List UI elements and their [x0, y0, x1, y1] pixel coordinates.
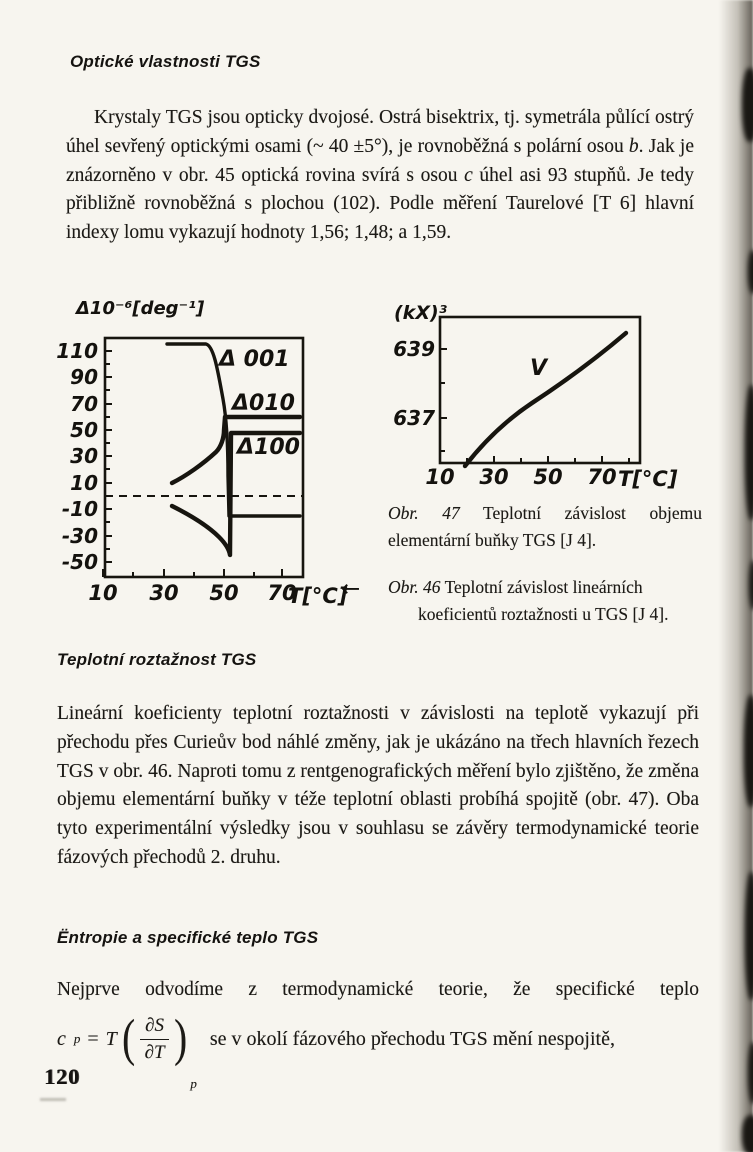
- y-tick-label: 50: [70, 418, 98, 442]
- y-tick-label: 10: [70, 471, 98, 495]
- fig47-plot-frame: [440, 317, 640, 463]
- scan-artifact: [744, 695, 753, 807]
- formula-pressure-subscript: p: [190, 1076, 197, 1091]
- fig46-plot: [48, 296, 348, 608]
- formula-equals: =: [87, 1027, 99, 1050]
- scan-artifact: [748, 250, 753, 294]
- y-tick-label: 639: [393, 337, 435, 361]
- figure-46-caption-label: Obr. 46: [388, 577, 441, 597]
- figure-47-caption-text: Teplotní závislost objemu elementární buňky TGS [J 4].: [388, 503, 702, 550]
- figure-47-chart: [390, 300, 678, 496]
- x-tick-label: 70: [267, 581, 297, 605]
- variable-b: b: [628, 135, 639, 157]
- fig47-plot: [390, 300, 678, 496]
- figure-47-caption-label: Obr. 47: [388, 503, 460, 523]
- section-heading-optical-properties: Optické vlastnosti TGS: [70, 52, 261, 71]
- curve-volume-v: [465, 333, 626, 466]
- x-tick-label: 30: [479, 465, 509, 489]
- x-tick-label: 10: [88, 581, 118, 605]
- paragraph-optical-properties: [66, 104, 694, 248]
- figure-46-chart: [48, 296, 348, 608]
- y-tick-label: 90: [70, 365, 98, 389]
- scan-artifact: [748, 1042, 753, 1104]
- x-axis-title: T[°C]: [288, 584, 348, 608]
- section-heading-thermal-expansion: Teplotní roztažnost TGS: [57, 650, 257, 669]
- scan-artifact: [745, 385, 753, 520]
- paragraph-text: Krystaly TGS jsou opticky dvojosé. Ostrá bisektrix, tj. symetrála půlící ostrý úhel sevřený optickými osami (~ 40 ±5°), je rovnoběžná s polární osou: [66, 107, 694, 157]
- paragraph-entropy-rest: se v okolí fázového přechodu TGS mění nespojitě,: [209, 1027, 615, 1050]
- formula-denominator: ∂T: [144, 1041, 165, 1063]
- figure-46-caption-text: Teplotní závislost lineárních koeficientů roztažnosti u TGS [J 4].: [418, 577, 669, 624]
- formula-fraction: [140, 1015, 169, 1064]
- formula-numerator: ∂S: [140, 1015, 169, 1040]
- y-tick-label: -50: [61, 550, 98, 574]
- fig47-y-axis-title: (kX)³: [394, 302, 447, 324]
- x-axis-title: T[°C]: [618, 467, 678, 491]
- paragraph-entropy-intro: Nejprve odvodíme z termodynamické teorie, že specifické teplo: [57, 979, 699, 1000]
- paragraph-text: úhel asi 93 stupňů. Je tedy přibližně rovnoběžná s plochou (102). Podle měření Taurelové [T 6] hlavní indexy lomu vykazují hodnoty 1,56; 1,48; a 1,59.: [66, 164, 694, 244]
- x-tick-label: 10: [425, 465, 455, 489]
- paragraph-thermal-expansion: Lineární koeficienty teplotní roztažnosti v závislosti na teplotě vykazují při přechodu přes Curieův bod náhlé změny, jak je ukázáno na třech hlavních řezech TGS v obr. 46. Naproti tomu z rentgenografických měření bylo zjištěno, že změna objemu elementární buňky v téže teplotní oblasti probíhá spojitě (obr. 47). Oba tyto experimentální výsledky jsou v souhlasu se závěry termodynamické teorie fázových přechodů 2. druhu.: [57, 703, 699, 868]
- left-arrow-icon: ←: [341, 576, 361, 602]
- formula-c-superscript: p: [73, 1031, 81, 1046]
- curve-label-v: V: [530, 356, 548, 381]
- scan-artifact: [742, 1115, 753, 1152]
- x-tick-label: 50: [533, 465, 563, 489]
- series-label-001: Δ 001: [219, 347, 290, 372]
- y-tick-label: -10: [61, 497, 98, 521]
- page-number: 120: [44, 1064, 80, 1089]
- scan-artifact: [749, 560, 753, 610]
- x-tick-label: 70: [587, 465, 617, 489]
- y-tick-label: -30: [61, 524, 98, 548]
- fig46-y-axis-title: Δ10⁻⁶[deg⁻¹]: [76, 298, 205, 319]
- scan-artifact: [745, 872, 753, 1000]
- scan-artifact: [742, 68, 753, 142]
- figure-46-caption: [388, 574, 724, 627]
- y-tick-label: 637: [393, 406, 435, 430]
- y-tick-label: 70: [70, 392, 98, 416]
- variable-c: c: [464, 164, 473, 186]
- formula-T: T: [105, 1027, 117, 1050]
- formula-c: c: [57, 1027, 66, 1050]
- section-heading-entropy: Ёntropie a specifické teplo TGS: [57, 928, 319, 947]
- y-tick-label: 110: [56, 339, 98, 363]
- scan-artifact: [40, 1098, 66, 1101]
- specific-heat-formula-line: c p = T ( $\frac{\partial S}{\partial T}$ ) p se v okolí fázového přechodu TGS mění nespojitě,: [57, 1010, 615, 1091]
- x-tick-label: 30: [149, 581, 179, 605]
- x-tick-label: 50: [209, 581, 239, 605]
- series-label-100: Δ100: [237, 435, 300, 460]
- y-tick-label: 30: [70, 444, 98, 468]
- series-label-010: Δ010: [232, 391, 295, 416]
- figure-47-caption: [388, 500, 702, 553]
- paragraph-text: . Jak je znázorněno v obr. 45 optická rovina svírá s osou: [66, 135, 694, 186]
